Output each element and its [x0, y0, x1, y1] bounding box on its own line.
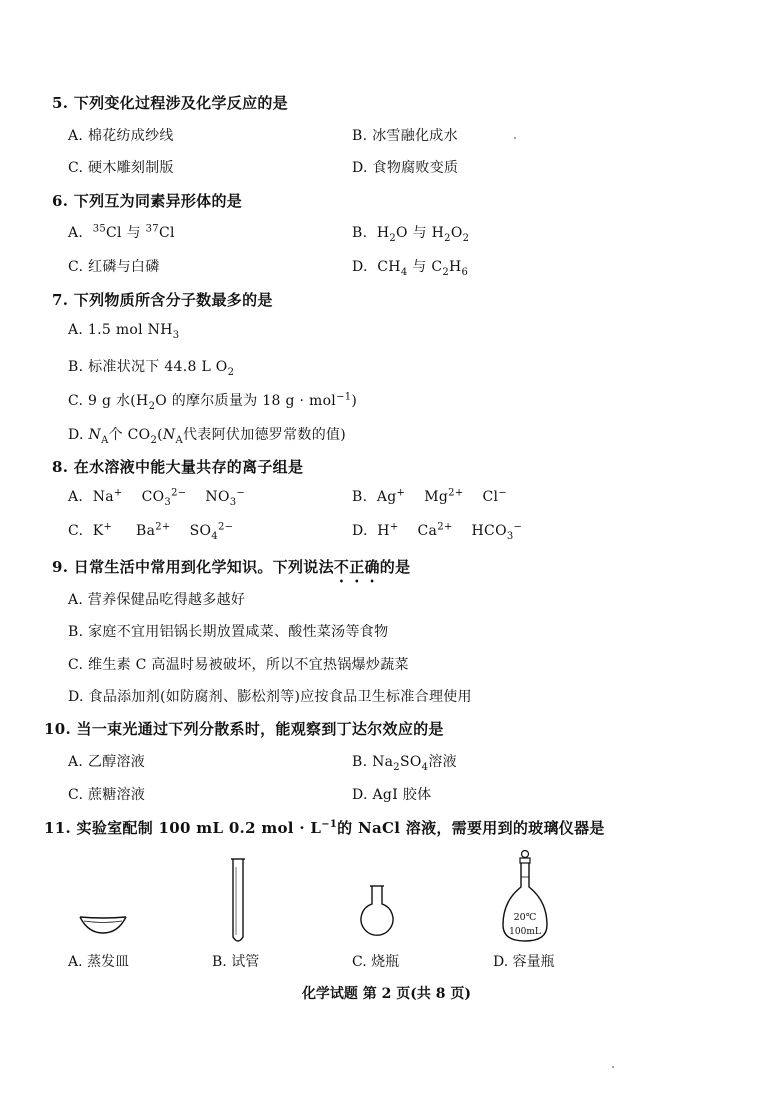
question-10-option-b: B. $Na_2SO_4$溶液: [352, 754, 457, 773]
question-9-title: 9. 日常生活中常用到化学知识。下列说法不正确的是: [52, 558, 411, 576]
question-8-option-b: B. Ag+ $Mg^{2+}$ Cl−: [352, 487, 507, 505]
round-bottom-flask-icon: [357, 884, 397, 944]
flask-temperature-label: 20℃: [513, 912, 537, 923]
question-10-option-a: A. 乙醇溶液: [68, 754, 146, 770]
question-6-option-c: C. 红磷与白磷: [68, 259, 160, 275]
question-11-title: 11. 实验室配制 100 mL 0.2 mol · $L^{-1}$的 NaCl 溶液，需要用到的玻璃仪器是: [44, 819, 605, 837]
question-8-option-c: C. K+ $Ba^{2+}$ $SO_4^{2-}$: [68, 521, 234, 542]
scan-speck: [612, 1066, 614, 1068]
question-11-option-a: A. 蒸发皿: [68, 954, 130, 970]
question-7-option-a: A. 1.5 mol $NH_3$: [68, 322, 180, 341]
question-10-title: 10. 当一束光通过下列分散系时，能观察到丁达尔效应的是: [44, 720, 444, 738]
question-8-option-d: D. H+ $Ca^{2+}$ $HCO_3^-$: [352, 521, 523, 542]
question-7-title: 7. 下列物质所含分子数最多的是: [52, 291, 273, 309]
question-7-option-b: B. 标准状况下 44.8 L $O_2$: [68, 359, 235, 378]
question-6-title: 6. 下列互为同素异形体的是: [52, 192, 243, 210]
question-9-option-a: A. 营养保健品吃得越多越好: [68, 592, 246, 608]
question-8-option-a: A. Na+ $CO_3^{2-}$ $NO_3^-$: [68, 487, 246, 508]
evaporating-dish-icon: [78, 913, 128, 935]
question-5-option-c: C. 硬木雕刻制版: [68, 160, 174, 176]
page-footer: 化学试题 第 2 页(共 8 页): [301, 986, 472, 1002]
question-6-option-a: A. $^{35}$Cl 与 $^{37}$Cl: [68, 223, 175, 241]
question-11-option-c: C. 烧瓶: [352, 954, 400, 970]
test-tube-icon: [229, 857, 247, 947]
question-9-option-b: B. 家庭不宜用铝锅长期放置咸菜、酸性菜汤等食物: [68, 624, 389, 640]
question-9-option-c: C. 维生素 C 高温时易被破坏，所以不宜热锅爆炒蔬菜: [68, 657, 409, 673]
question-6-option-d: D. $CH_4$ 与 $C_2H_6$: [352, 259, 469, 278]
scan-speck: [514, 137, 516, 139]
volumetric-flask-icon: [499, 849, 551, 945]
question-10-option-d: D. AgI 胶体: [352, 787, 432, 803]
question-6-option-b: B. $H_2O$ 与 $H_2O_2$: [352, 225, 470, 244]
question-5-title: 5. 下列变化过程涉及化学反应的是: [52, 94, 288, 112]
question-5-option-b: B. 冰雪融化成水: [352, 128, 458, 144]
question-9-option-d: D. 食品添加剂(如防腐剂、膨松剂等)应按食品卫生标准合理使用: [68, 689, 472, 705]
question-7-option-d: D. $N_A$个 $CO_2(N_A$代表阿伏加德罗常数的值): [68, 427, 347, 446]
emphasis-not-correct: 不正确: [333, 558, 380, 576]
question-5-option-d: D. 食物腐败变质: [352, 160, 459, 176]
flask-volume-label: 100mL: [509, 927, 541, 937]
question-11-option-b: B. 试管: [212, 954, 260, 970]
question-5-option-a: A. 棉花纺成纱线: [68, 128, 174, 144]
question-11-option-d: D. 容量瓶: [493, 954, 555, 970]
question-8-title: 8. 在水溶液中能大量共存的离子组是: [52, 458, 304, 476]
question-7-option-c: C. 9 g 水($H_2O$ 的摩尔质量为 18 g · mol$^{-1}$): [68, 391, 358, 412]
question-10-option-c: C. 蔗糖溶液: [68, 787, 146, 803]
